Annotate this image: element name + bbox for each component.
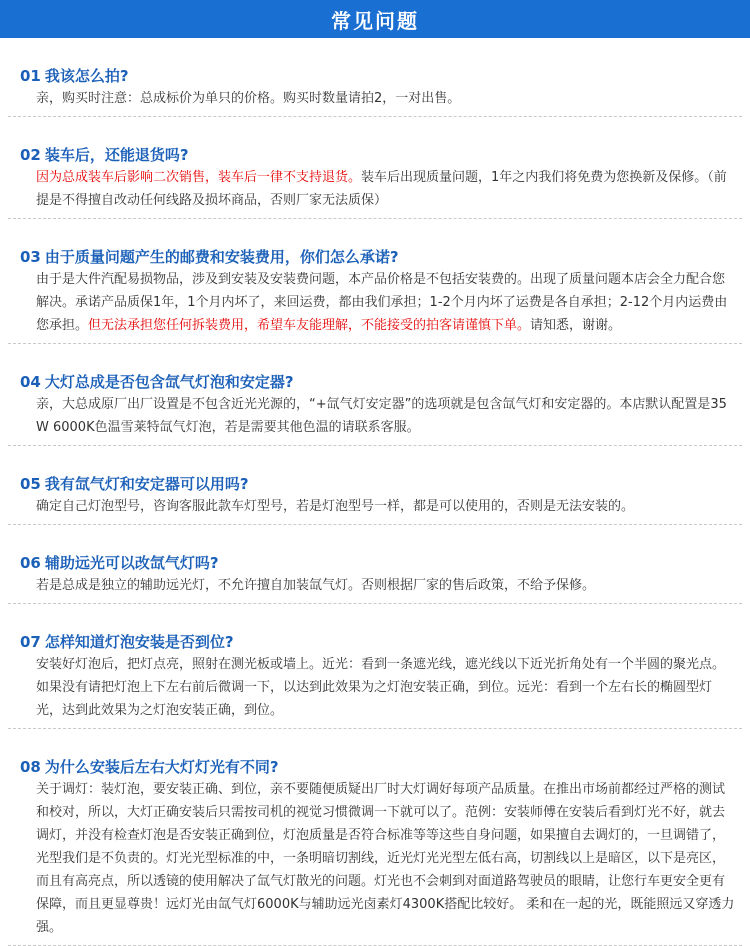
faq-answer-warning: 因为总成装车后影响二次销售，装车后一律不支持退货。: [36, 170, 362, 185]
faq-question: [20, 729, 736, 778]
page-header: [0, 0, 750, 38]
faq-question-text: 我有氙气灯和安定器可以用吗?: [44, 475, 249, 493]
faq-answer-text: 亲，大总成原厂出厂设置是不包含近光光源的，“+氙气灯安定器”的选项就是包含氙气灯和安定器的。本店默认配置是35W 6000K色温雪莱特氙气灯泡，若是需要其他色温的请联系客服。: [36, 397, 727, 435]
faq-number: 05: [20, 475, 41, 493]
faq-answer-text: 装车后出现质量问题，1年之内我们将免费为您换新及保修。（前提是不得擅自改动任何线路及损坏商品，否则厂家无法质保）: [36, 170, 727, 208]
faq-question-text: 装车后，还能退货吗?: [44, 146, 189, 164]
faq-number: 04: [20, 373, 41, 391]
faq-answer: [20, 393, 736, 445]
faq-item: [8, 38, 742, 117]
faq-question-text: 为什么安装后左右大灯灯光有不同?: [44, 758, 279, 776]
faq-question-text: 怎样知道灯泡安装是否到位?: [44, 633, 234, 651]
faq-answer: [20, 87, 736, 116]
faq-answer: [20, 268, 736, 343]
faq-number: 08: [20, 758, 41, 776]
faq-answer-text: 确定自己灯泡型号，咨询客服此款车灯型号，若是灯泡型号一样，都是可以使用的，否则是无法安装的。: [36, 499, 635, 514]
faq-item: [8, 525, 742, 604]
faq-item: [8, 117, 742, 219]
faq-question: [20, 446, 736, 495]
faq-answer: [20, 495, 736, 524]
faq-question: [20, 38, 736, 87]
faq-list: [0, 38, 750, 946]
faq-answer: [20, 653, 736, 728]
page-title: 常见问题: [331, 8, 419, 33]
faq-answer-warning: 但无法承担您任何拆装费用，希望车友能理解，不能接受的拍客请谨慎下单。: [88, 318, 531, 333]
faq-answer-text: 请知悉，谢谢。: [530, 318, 622, 333]
faq-number: 07: [20, 633, 41, 651]
faq-answer-text: 由于是大件汽配易损物品，涉及到安装及安装费问题，本产品价格是不包括安装费的。出现了质量问题本店会全力配合您解决。承诺产品质保1年，1个月内坏了，来回运费，都由我们承担；1-2个月内坏了运费是各自承担；2-12个月内运费由您承担。: [36, 272, 728, 333]
faq-answer-text: 关于调灯：装灯泡，要安装正确、到位，亲不要随便质疑出厂时大灯调好每项产品质量。在推出市场前都经过严格的测试和校对，所以，大灯正确安装后只需按司机的视觉习惯微调一下就可以了。范例：安装师傅在安装后看到灯光不好，就去调灯，并没有检查灯泡是否安装正确到位，灯泡质量是否符合标准等等这些自身问题，如果擅自去调灯的，一旦调错了，光型我们是不负责的。灯光光型标准的中，一条明暗切割线，近光灯光光型左低右高，切割线以上是暗区，以下是亮区，而且有高亮点，所以透镜的使用解决了氙气灯散光的问题。灯光也不会刺到对面道路驾驶员的眼睛，让您行车更安全更有保障，而且更显尊贵！远灯光由氙气灯6000K与辅助远光卤素灯4300K搭配比较好。 柔和在一起的光，既能照远又穿透力强。: [36, 782, 735, 935]
faq-question-text: 我该怎么拍?: [44, 67, 129, 85]
faq-answer-text: 亲，购买时注意：总成标价为单只的价格。购买时数量请拍2，一对出售。: [36, 91, 461, 106]
faq-item: [8, 344, 742, 446]
faq-answer: [20, 778, 736, 945]
faq-answer: [20, 166, 736, 218]
faq-item: [8, 219, 742, 344]
faq-question: [20, 117, 736, 166]
faq-item: [8, 604, 742, 729]
faq-answer-text: 若是总成是独立的辅助远光灯，不允许擅自加装氙气灯。否则根据厂家的售后政策，不给予保修。: [36, 578, 596, 593]
faq-question-text: 辅助远光可以改氙气灯吗?: [44, 554, 219, 572]
faq-item: [8, 729, 742, 946]
faq-answer: [20, 574, 736, 603]
faq-item: [8, 446, 742, 525]
faq-question: [20, 604, 736, 653]
faq-question: [20, 525, 736, 574]
faq-number: 03: [20, 248, 41, 266]
faq-number: 02: [20, 146, 41, 164]
faq-question: [20, 219, 736, 268]
faq-number: 01: [20, 67, 41, 85]
faq-question-text: 大灯总成是否包含氙气灯泡和安定器?: [44, 373, 294, 391]
faq-answer-text: 安装好灯泡后，把灯点亮，照射在测光板或墙上。近光：看到一条遮光线，遮光线以下近光折角处有一个半圆的聚光点。如果没有请把灯泡上下左右前后微调一下，以达到此效果为之灯泡安装正确，到位。远光：看到一个左右长的椭圆型灯光，达到此效果为之灯泡安装正确，到位。: [36, 657, 726, 718]
faq-question-text: 由于质量问题产生的邮费和安装费用，你们怎么承诺?: [44, 248, 399, 266]
faq-number: 06: [20, 554, 41, 572]
faq-question: [20, 344, 736, 393]
